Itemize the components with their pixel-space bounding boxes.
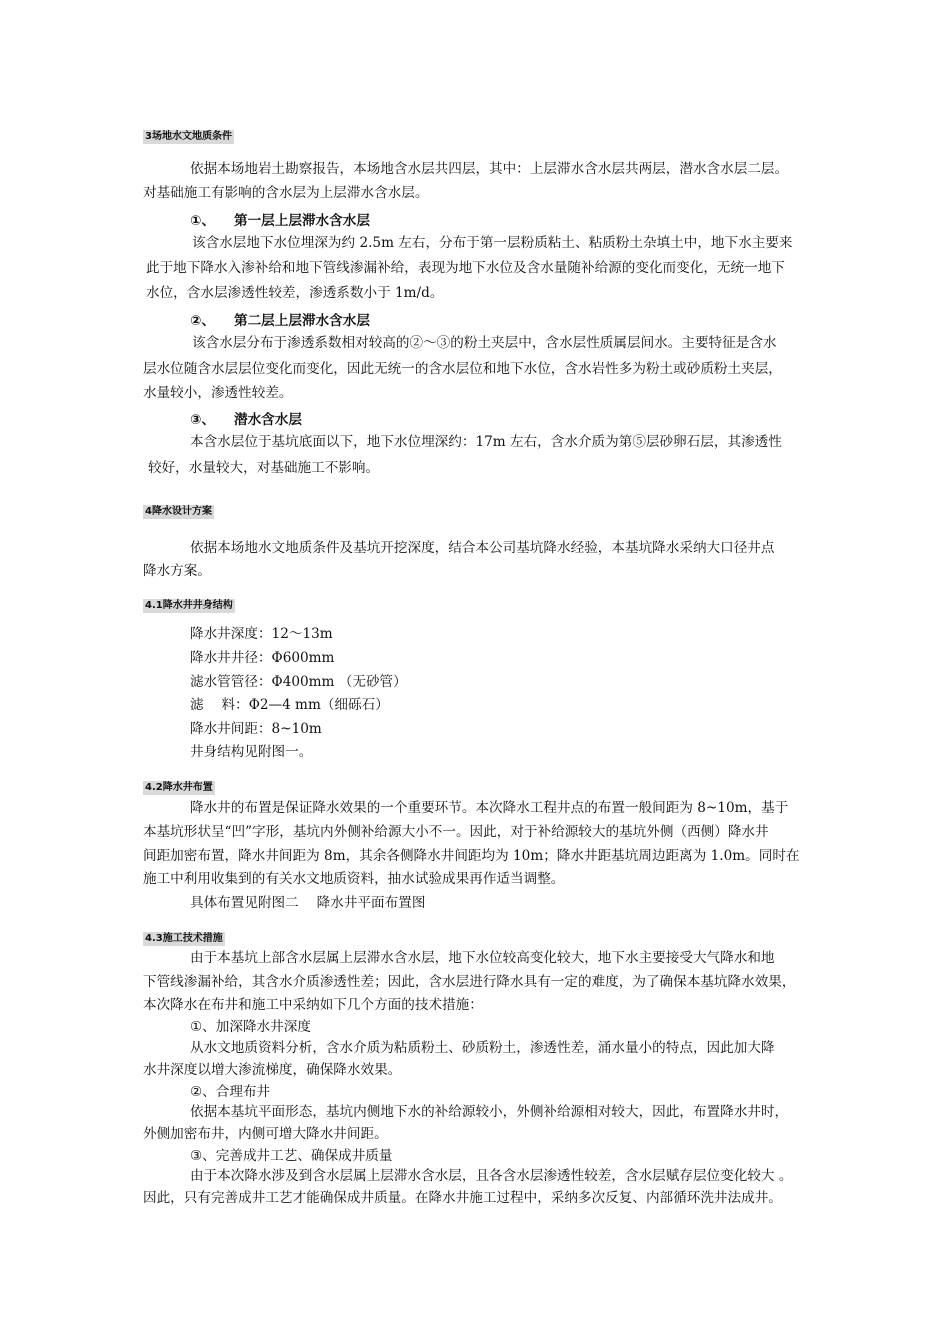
s41-line-4: 滤 料：Φ2—4 mm（细砾石） bbox=[190, 697, 389, 713]
s41-line-5: 降水井间距：8~10m bbox=[190, 721, 322, 737]
section-4-title: 4降水设计方案 bbox=[145, 506, 212, 517]
s43-intro-line-2: 下管线渗漏补给，其含水介质渗透性差；因此，含水层进行降水具有一定的难度，为了确保本基坑降水效果， bbox=[143, 974, 796, 990]
s43-item-1-line-2: 水井深度以增大渗流梯度，确保降水效果。 bbox=[143, 1062, 402, 1078]
s43-intro-line-3: 本次降水在布井和施工中采纳如下几个方面的技术措施： bbox=[143, 997, 483, 1013]
s42-line-4: 施工中利用收集到的有关水文地质资料，抽水试验成果再作适当调整。 bbox=[143, 871, 565, 887]
s43-item-3-heading: ③、完善成井工艺、确保成井质量 bbox=[190, 1148, 393, 1164]
s4-intro-line-2: 降水方案。 bbox=[143, 563, 211, 579]
s41-line-1: 降水井深度：12～13m bbox=[190, 626, 333, 642]
section-3-title: 3场地水文地质条件 bbox=[145, 131, 232, 142]
s43-intro-line-1: 由于本基坑上部含水层属上层滞水含水层，地下水位较高变化较大，地下水主要接受大气降水和地 bbox=[190, 950, 775, 966]
s41-line-3: 滤水管管径：Φ400mm （无砂管） bbox=[190, 674, 407, 690]
s3-intro-line-2: 对基础施工有影响的含水层为上层滞水含水层。 bbox=[143, 185, 429, 201]
s43-item-3-line-1: 由于本次降水涉及到含水层属上层滞水含水层，且各含水层渗透性较差，含水层赋存层位变化较大 。 bbox=[190, 1168, 793, 1184]
s4-intro-line-1: 依据本场地水文地质条件及基坑开挖深度，结合本公司基坑降水经验，本基坑降水采纳大口径井点 bbox=[190, 540, 775, 556]
s41-line-6: 井身结构见附图一。 bbox=[190, 744, 313, 760]
section-4-2-title: 4.2降水井布置 bbox=[145, 782, 213, 793]
s3-intro-line-1: 依据本场地岩土勘察报告，本场地含水层共四层，其中：上层滞水含水层共两层，潜水含水层二层。 bbox=[190, 161, 789, 177]
s41-line-2: 降水井井径：Φ600mm bbox=[190, 650, 335, 666]
s3-item-1-line-1: 该含水层地下水位埋深为约 2.5m 左右，分布于第一层粉质粘土、粘质粉土杂填土中，地下水主要来 bbox=[192, 235, 793, 251]
s42-figure-ref: 具体布置见附图二 降水井平面布置图 bbox=[190, 895, 426, 911]
s3-item-3-label: 潜水含水层 bbox=[234, 412, 302, 428]
s3-item-3-heading bbox=[190, 408, 302, 428]
section-4-1-title: 4.1降水井井身结构 bbox=[145, 600, 233, 611]
s3-item-2-label: 第二层上层滞水含水层 bbox=[234, 313, 370, 329]
s3-item-2-num: ②、 bbox=[190, 313, 216, 329]
s43-item-2-line-1: 依据本基坑平面形态，基坑内侧地下水的补给源较小，外侧补给源相对较大，因此，布置降水井时， bbox=[190, 1104, 789, 1120]
s3-item-3-line-1: 本含水层位于基坑底面以下，地下水位埋深约：17m 左右，含水介质为第⑤层砂卵石层，其渗透性 bbox=[190, 434, 782, 450]
s43-item-1-heading: ①、加深降水井深度 bbox=[190, 1019, 311, 1035]
s3-item-3-num: ③、 bbox=[190, 412, 216, 428]
s43-item-3-line-2: 因此，只有完善成井工艺才能确保成井质量。在降水井施工过程中，采纳多次反复、内部循环洗井法成井。 bbox=[143, 1190, 782, 1206]
s3-item-1-label: 第一层上层滞水含水层 bbox=[234, 213, 370, 229]
s43-item-2-heading: ②、合理布井 bbox=[190, 1084, 271, 1100]
s42-line-2: 本基坑形状呈“凹”字形，基坑内外侧补给源大小不一。因此，对于补给源较大的基坑外侧（西侧）降水井 bbox=[143, 824, 769, 840]
s3-item-3-line-2: 较好，水量较大，对基础施工不影响。 bbox=[148, 460, 380, 476]
s3-item-1-line-3: 水位，含水层渗透性较差，渗透系数小于 1m/d。 bbox=[146, 285, 444, 301]
s3-item-2-line-3: 水量较小，渗透性较差。 bbox=[143, 385, 293, 401]
s43-item-2-line-2: 外侧加密布井，内侧可增大降水井间距。 bbox=[143, 1126, 388, 1142]
s42-line-3: 间距加密布置，降水井间距为 8m，其余各侧降水井间距均为 10m；降水井距基坑周边距离为 1.0m。同时在 bbox=[143, 848, 800, 864]
s3-item-2-line-2: 层水位随含水层层位变化而变化，因此无统一的含水层位和地下水位，含水岩性多为粉土或砂质粉土夹层， bbox=[143, 361, 782, 377]
s3-item-2-heading bbox=[190, 309, 370, 329]
s42-line-1: 降水井的布置是保证降水效果的一个重要环节。本次降水工程井点的布置一般间距为 8~10m，基于 bbox=[190, 800, 789, 816]
s3-item-1-heading bbox=[190, 209, 370, 229]
s3-item-2-line-1: 该含水层分布于渗透系数相对较高的②～③的粉土夹层中，含水层性质属层间水。主要特征是含水 bbox=[192, 335, 777, 351]
s3-item-1-num: ①、 bbox=[190, 213, 216, 229]
s43-item-1-line-1: 从水文地质资料分析，含水介质为粘质粉土、砂质粉土，渗透性差，涌水量小的特点，因此加大降 bbox=[190, 1040, 775, 1056]
s3-item-1-line-2: 此于地下降水入渗补给和地下管线渗漏补给，表现为地下水位及含水量随补给源的变化而变化，无统一地下 bbox=[146, 260, 785, 276]
section-4-3-title: 4.3施工技术措施 bbox=[145, 933, 223, 944]
